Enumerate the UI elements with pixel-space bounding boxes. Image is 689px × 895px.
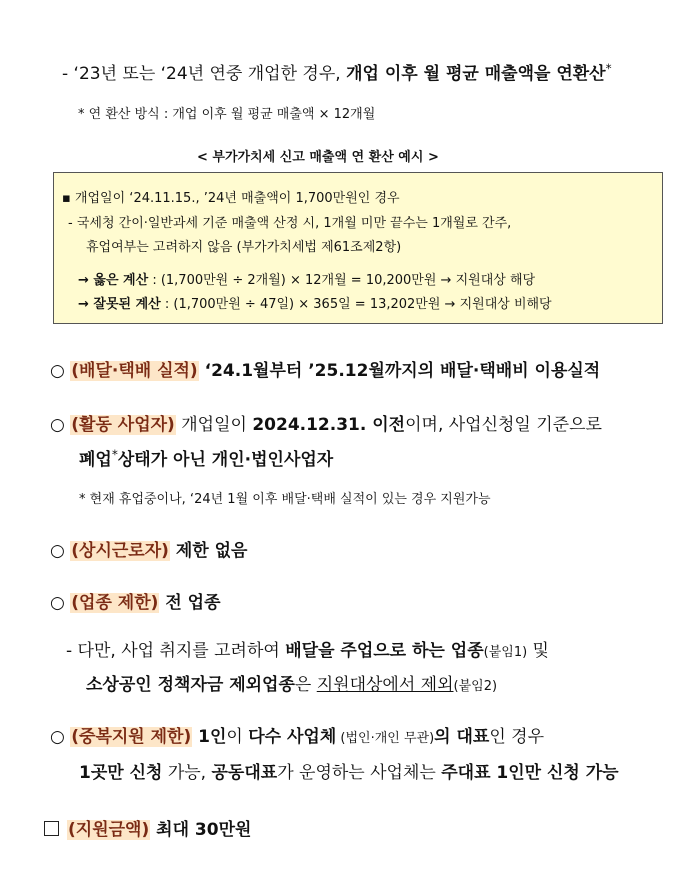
correct-calc: → 옳은 계산 : (1,700만원 ÷ 2개월) × 12개월 = 10,200만원 → 지원대상 해당 [78,273,536,288]
active-business-cont: 폐업*상태가 아닌 개인·법인사업자 [79,447,334,470]
example-title: < 부가가치세 신고 매출액 연 환산 예시 > [197,150,439,165]
wrong-calc: → 잘못된 계산 : (1,700만원 ÷ 47일) × 365일 = 13,202만원 → 지원대상 비해당 [78,297,552,312]
support-amount: (지원금액) 최대 30만원 [44,815,251,840]
industry-limit: ○ (업종 제한) 전 업종 [50,593,221,613]
example-case: ▪ 개업일이 ‘24.11.15., ’24년 매출액이 1,700만원인 경우 [62,191,400,206]
duplicate-limit: ○ (중복지원 제한) 1인이 다수 사업체 (법인·개인 무관)의 대표인 경우 [50,727,545,747]
suspension-note: * 현재 휴업중이나, ‘24년 1월 이후 배달·택배 실적이 있는 경우 지원가능 [79,492,491,507]
annualize-note: * 연 환산 방식 : 개업 이후 월 평균 매출액 × 12개월 [78,107,376,122]
employees: ○ (상시근로자) 제한 없음 [50,541,248,561]
example-rule: - 국세청 간이·일반과세 기준 매출액 산정 시, 1개월 미만 끝수는 1개월로 간주, [68,216,512,231]
industry-exclusion: - 다만, 사업 취지를 고려하여 배달을 주업으로 하는 업종(붙임1) 및 [66,641,549,661]
checkbox-icon [44,821,59,836]
duplicate-limit-cont: 1곳만 신청 가능, 공동대표가 운영하는 사업체는 주대표 1인만 신청 가능 [79,763,619,783]
example-box [53,172,663,324]
industry-exclusion-cont: 소상공인 정책자금 제외업종은 지원대상에서 제외(붙임2) [86,675,498,695]
annualize-rule: - ‘23년 또는 ‘24년 연중 개업한 경우, 개업 이후 월 평균 매출액을 연환산* [62,61,612,84]
example-rule-cont: 휴업여부는 고려하지 않음 (부가가치세법 제61조제2항) [86,240,402,255]
active-business: ○ (활동 사업자) 개업일이 2024.12.31. 이전이며, 사업신청일 기준으로 [50,415,602,435]
delivery-record: ○ (배달·택배 실적) ‘24.1월부터 ’25.12월까지의 배달·택배비 이용실적 [50,361,601,381]
